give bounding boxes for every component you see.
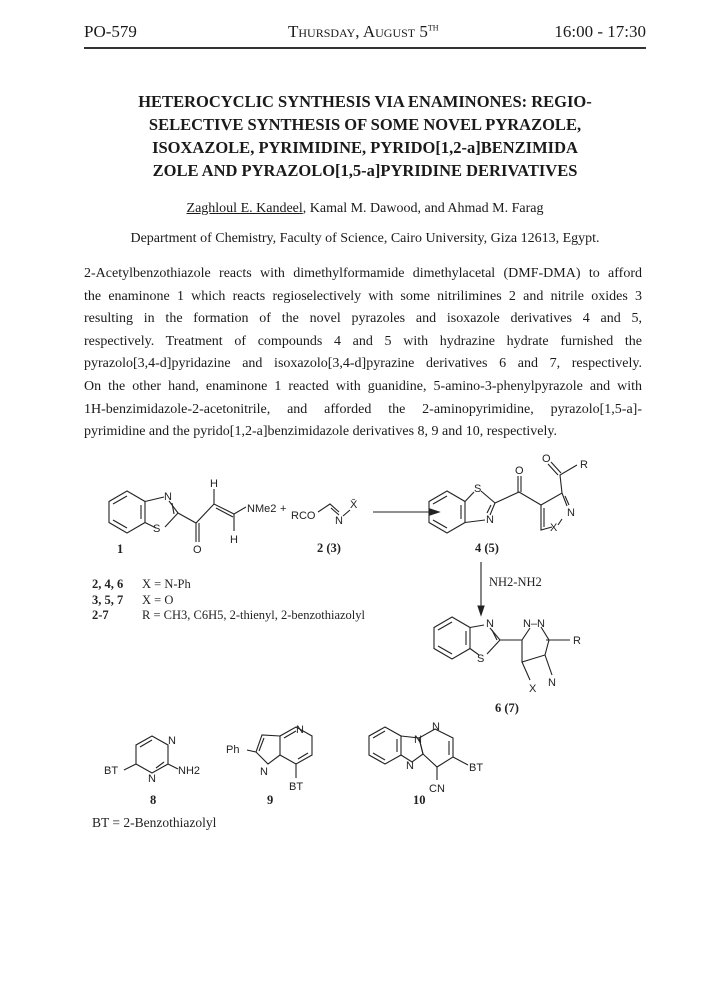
atom-n: N bbox=[164, 491, 172, 503]
title-line: SELECTIVE SYNTHESIS OF SOME NOVEL PYRAZOLE, bbox=[148, 115, 582, 134]
abstract-line: resulting in the formation of the novel pyrazoles and isoxazole derivatives 4 and 5, bbox=[84, 311, 642, 327]
compound-label-9: 9 bbox=[267, 793, 274, 807]
abstract-line: 2-Acetylbenzothiazole reacts with dimethylformamide dimethylacetal (DMF-DMA) to afford bbox=[84, 266, 642, 281]
atom-n: N bbox=[548, 677, 556, 689]
legend-ids: 2, 4, 6 bbox=[92, 577, 124, 591]
atom-n: N bbox=[432, 721, 440, 733]
atom-n: N bbox=[486, 618, 494, 630]
legend-def: X = O bbox=[142, 593, 174, 607]
atom-bt: BT bbox=[289, 781, 304, 793]
presenting-author: Zaghloul E. Kandeel bbox=[186, 201, 303, 216]
reagent-hydrazine: NH2-NH2 bbox=[489, 575, 542, 589]
affiliation: Department of Chemistry, Faculty of Science, Cairo University, Giza 12613, Egypt. bbox=[130, 231, 600, 246]
reagent-arrow bbox=[478, 562, 484, 615]
compound-10-structure bbox=[369, 721, 483, 795]
compound-1-structure bbox=[109, 478, 276, 556]
compound-4-structure bbox=[429, 453, 588, 534]
atom-r: R bbox=[580, 459, 588, 471]
bt-footnote: BT = 2-Benzothiazolyl bbox=[92, 815, 217, 830]
compound-6-structure bbox=[434, 617, 581, 695]
legend-def: R = CH3, C6H5, 2-thienyl, 2-benzothiazolyl bbox=[142, 608, 365, 622]
legend-def: X = N-Ph bbox=[142, 577, 191, 591]
substituent-legend bbox=[92, 577, 366, 622]
atom-ph: Ph bbox=[226, 744, 240, 756]
atom-h: H bbox=[230, 534, 238, 546]
atom-o: O bbox=[515, 465, 524, 477]
compound-2-structure bbox=[291, 498, 358, 527]
abstract-line: the enaminone 1 which reacts regioselectively with some nitrilimines 2 and nitrile oxides 3 bbox=[84, 288, 642, 304]
atom-n-n: N–N bbox=[523, 618, 546, 630]
atom-n: N bbox=[335, 515, 343, 527]
compound-8-structure bbox=[104, 735, 200, 785]
atom-o: O bbox=[542, 453, 551, 465]
title-line: HETEROCYCLIC SYNTHESIS VIA ENAMINONES: REGIO- bbox=[138, 92, 592, 111]
atom-n: N bbox=[567, 507, 575, 519]
compound-9-structure bbox=[226, 724, 312, 793]
atom-n: N bbox=[260, 766, 268, 778]
compound-label-4-5: 4 (5) bbox=[475, 541, 499, 555]
atom-bt: BT bbox=[469, 762, 484, 774]
title-line: ISOXAZOLE, PYRIMIDINE, PYRIDO[1,2-a]BENZIMIDA bbox=[152, 138, 578, 157]
atom-o: O bbox=[193, 544, 202, 556]
compound-label-6-7: 6 (7) bbox=[495, 701, 519, 715]
compound-label-10: 10 bbox=[413, 793, 426, 807]
co-authors: , Kamal M. Dawood, and Ahmad M. Farag bbox=[302, 201, 544, 216]
abstract-line: 1H-benzimidazole-2-acetonitrile, and afforded the 2-aminopyrimidine, pyrazolo[1,5-a]- bbox=[84, 401, 642, 417]
atom-s: S bbox=[477, 653, 485, 665]
atom-x: X bbox=[529, 683, 537, 695]
poster-code: PO-579 bbox=[84, 22, 137, 41]
day-text: Thursday, August 5 bbox=[288, 22, 428, 41]
title-line: ZOLE AND PYRAZOLO[1,5-a]PYRIDINE DERIVATIVES bbox=[152, 161, 578, 180]
atom-s: S bbox=[474, 483, 482, 495]
abstract-line: On the other hand, enaminone 1 reacted with guanidine, 5-amino-3-phenylpyrazole and with bbox=[84, 378, 642, 394]
abstract-line: pyrimidine and the pyrido[1,2-a]benzimidazole derivatives 8, 9 and 10, respectively. bbox=[84, 424, 557, 440]
atom-n: N bbox=[486, 514, 494, 526]
compound-label-8: 8 bbox=[150, 793, 157, 807]
atom-n: N bbox=[296, 724, 304, 736]
atom-rco: RCO bbox=[291, 510, 316, 522]
atom-nme2: NMe2 bbox=[247, 503, 277, 515]
legend-ids: 2-7 bbox=[92, 608, 109, 622]
atom-x: X̄ bbox=[350, 499, 358, 511]
abstract-line: respectively. Treatment of compounds 4 and 5 with hydrazine hydrate furnished the bbox=[84, 333, 642, 349]
atom-nh2: NH2 bbox=[178, 765, 201, 777]
atom-n: N bbox=[414, 734, 422, 746]
atom-bt: BT bbox=[104, 765, 119, 777]
atom-n: N bbox=[148, 773, 156, 785]
abstract-line: pyrazolo[3,4-d]pyridazine and isoxazolo[3,4-d]pyrazine derivatives 6 and 7, respectively. bbox=[84, 356, 642, 372]
atom-n: N bbox=[168, 735, 176, 747]
compound-label-2-3: 2 (3) bbox=[317, 541, 341, 555]
atom-h: H bbox=[210, 478, 218, 490]
compound-label-1: 1 bbox=[117, 542, 124, 556]
atom-s: S bbox=[153, 523, 161, 535]
session-time: 16:00 - 17:30 bbox=[554, 22, 646, 41]
atom-n: N bbox=[406, 760, 414, 772]
atom-r: R bbox=[573, 635, 581, 647]
plus-sign: + bbox=[280, 503, 287, 515]
legend-ids: 3, 5, 7 bbox=[92, 593, 124, 607]
atom-x: X bbox=[550, 522, 558, 534]
day-sup: TH bbox=[427, 23, 439, 33]
atom-cn: CN bbox=[429, 783, 445, 795]
